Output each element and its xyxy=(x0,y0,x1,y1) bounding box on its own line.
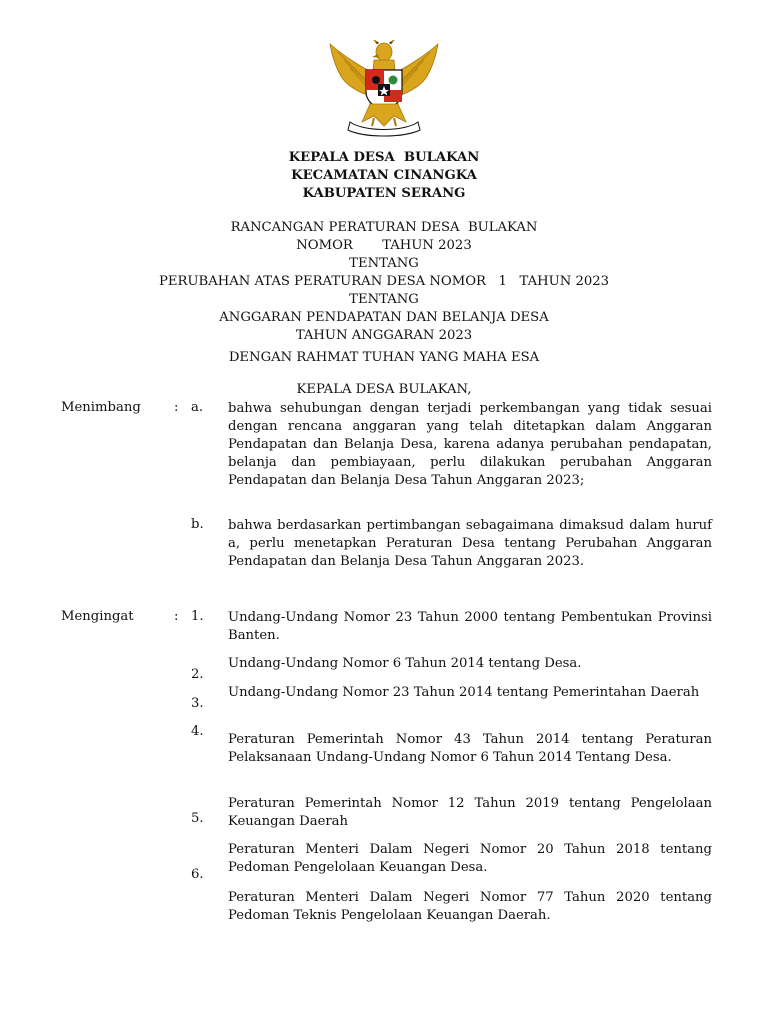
mengingat-number-2: 2. xyxy=(191,667,204,682)
mengingat-item-1-text: Undang-Undang Nomor 23 Tahun 2000 tentang Pembentukan Provinsi Banten. xyxy=(228,610,712,643)
menimbang-colon: : xyxy=(174,400,179,415)
menimbang-label: Menimbang xyxy=(61,400,141,415)
mengingat-number-1: 1. xyxy=(191,609,204,624)
mengingat-number-5: 5. xyxy=(191,811,204,826)
mengingat-item-2-text: Undang-Undang Nomor 6 Tahun 2014 tentang Desa. xyxy=(228,656,582,671)
issuer-line-1: KEPALA DESA BULAKAN xyxy=(288,150,480,165)
invocation: DENGAN RAHMAT TUHAN YANG MAHA ESA xyxy=(228,350,540,365)
mengingat-colon: : xyxy=(174,609,179,624)
official-title: KEPALA DESA BULAKAN, xyxy=(296,382,472,397)
menimbang-item-a-marker: a. xyxy=(191,400,204,415)
title-line-5: TENTANG xyxy=(349,292,419,307)
title-line-7: TAHUN ANGGARAN 2023 xyxy=(295,328,473,343)
menimbang-item-b-marker: b. xyxy=(191,517,204,532)
mengingat-item-7-text: Peraturan Menteri Dalam Negeri Nomor 77 Tahun 2020 tentang Pedoman Teknis Pengelolaan Keuangan Daerah. xyxy=(228,890,712,923)
garuda-pancasila-emblem xyxy=(322,34,446,142)
menimbang-item-b-text: bahwa berdasarkan pertimbangan sebagaimana dimaksud dalam huruf a, perlu menetapkan Peraturan Desa tentang Perubahan Anggaran Pendapatan dan Belanja Desa Tahun Anggaran 2023. xyxy=(228,518,712,569)
mengingat-item-4-text: Peraturan Pemerintah Nomor 43 Tahun 2014 tentang Peraturan Pelaksanaan Undang-Undang Nomor 6 Tahun 2014 Tentang Desa. xyxy=(228,732,712,765)
mengingat-label: Mengingat xyxy=(61,609,134,624)
title-line-2: NOMOR TAHUN 2023 xyxy=(296,238,472,253)
mengingat-number-4: 4. xyxy=(191,724,204,739)
title-line-6: ANGGARAN PENDAPATAN DAN BELANJA DESA xyxy=(219,310,549,325)
menimbang-item-a-text: bahwa sehubungan dengan terjadi perkembangan yang tidak sesuai dengan rencana anggaran yang telah ditetapkan dalam Anggaran Pendapatan dan Belanja Desa, karena adanya perubahan pendapatan, belanja dan pembiayaan, perlu dilakukan perubahan Anggaran Pendapatan dan Belanja Desa Tahun Anggaran 2023; xyxy=(228,401,712,488)
mengingat-number-3: 3. xyxy=(191,696,204,711)
mengingat-item-6-text: Peraturan Menteri Dalam Negeri Nomor 20 Tahun 2018 tentang Pedoman Pengelolaan Keuangan Desa. xyxy=(228,842,712,875)
title-line-3: TENTANG xyxy=(349,256,419,271)
issuer-line-2: KECAMATAN CINANGKA xyxy=(291,168,477,183)
mengingat-item-5-text: Peraturan Pemerintah Nomor 12 Tahun 2019 tentang Pengelolaan Keuangan Daerah xyxy=(228,796,712,829)
title-line-1: RANCANGAN PERATURAN DESA BULAKAN xyxy=(230,220,538,235)
title-line-4: PERUBAHAN ATAS PERATURAN DESA NOMOR 1 TAHUN 2023 xyxy=(158,274,610,289)
mengingat-item-3-text: Undang-Undang Nomor 23 Tahun 2014 tentang Pemerintahan Daerah xyxy=(228,685,700,700)
mengingat-number-6: 6. xyxy=(191,867,204,882)
issuer-line-3: KABUPATEN SERANG xyxy=(302,186,466,201)
